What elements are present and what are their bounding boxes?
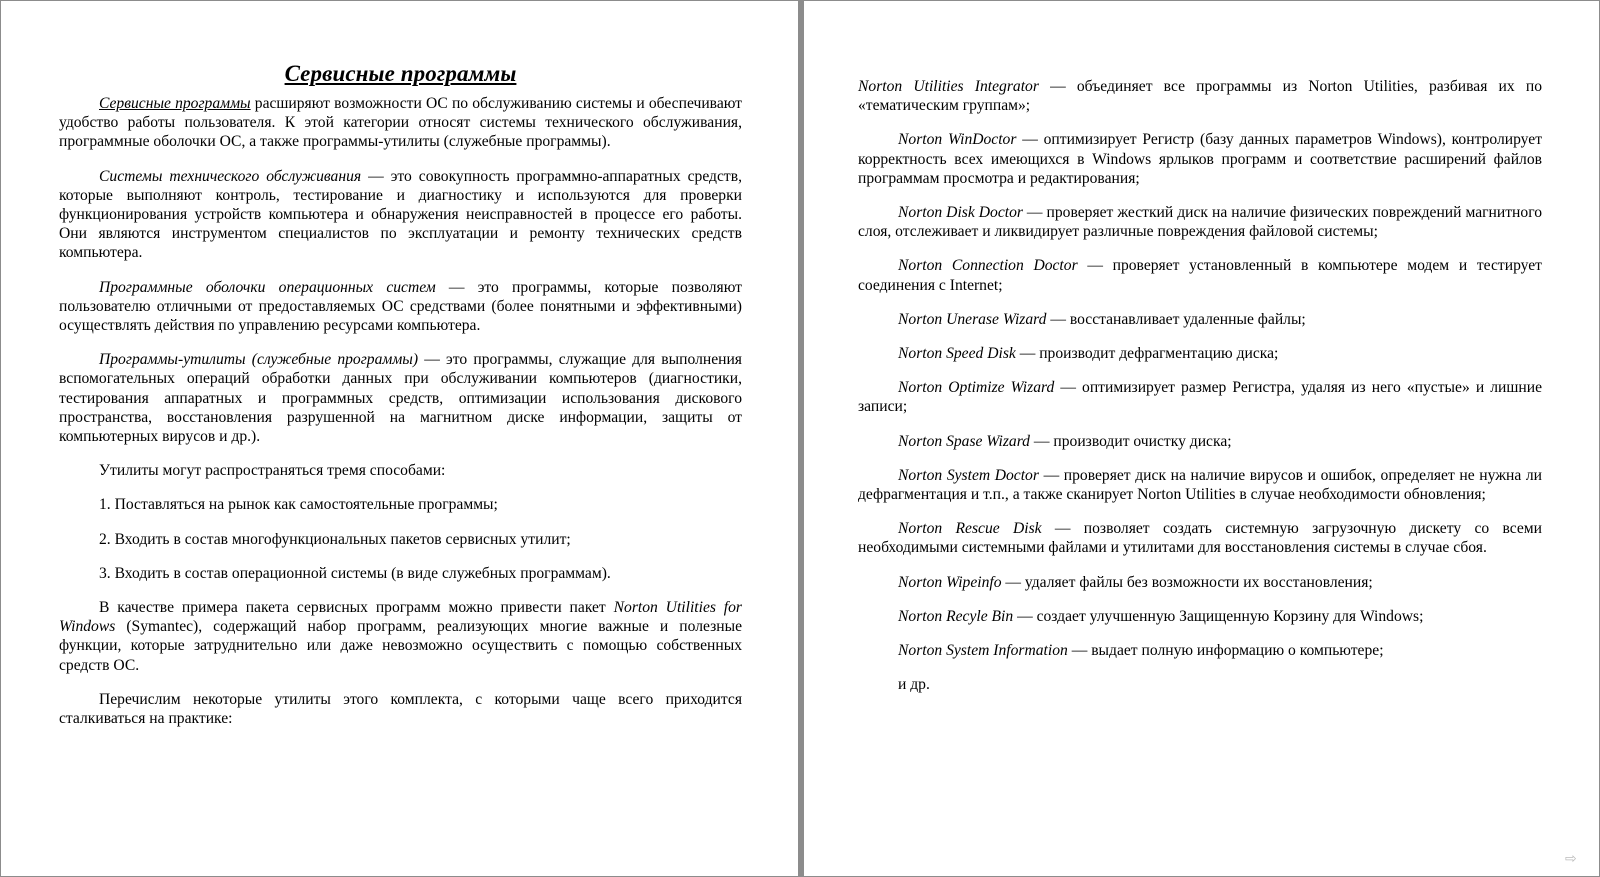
term: Программы-утилиты (служебные программы) [99, 351, 419, 369]
term: Norton Unerase Wizard [898, 310, 1047, 328]
closing-text: и др. [898, 676, 930, 694]
paragraph-list-intro: Перечислим некоторые утилиты этого комплекта, с которыми чаще всего приходится сталкиваться на практике: [59, 690, 742, 728]
term: Norton Rescue Disk [898, 520, 1042, 538]
list-item [858, 573, 1542, 592]
term: Norton Speed Disk [898, 345, 1016, 363]
paragraph-utilities [59, 350, 742, 446]
list-item [858, 519, 1542, 557]
paragraph-text: (Symantec), содержащий набор программ, реализующих многие важные и полезные функции, которые затруднительно или даже невозможно осуществить с помощью собственных средств ОС. [59, 618, 742, 674]
list-item [858, 641, 1542, 660]
term: Norton Optimize Wizard [898, 379, 1055, 397]
paragraph-distribution-intro: Утилиты могут распространяться тремя способами: [99, 462, 446, 480]
item-text: — проверяет диск на наличие вирусов и ошибок, определяет не нужна ли дефрагментация и т.п., а также сканирует Norton Utilities в случае необходимости обновления; [858, 466, 1543, 504]
item-text: — проверяет установленный в компьютере модем и тестирует соединения с Internet; [858, 257, 1542, 294]
item-text: — восстанавливает удаленные файлы; [1046, 310, 1306, 328]
term: Norton Utilities for Windows [59, 599, 742, 636]
item-text: — производит дефрагментацию диска; [1015, 345, 1279, 363]
term: Norton Utilities Integrator [858, 78, 1039, 95]
item-text: — удаляет файлы без возможности их восстановления; [1001, 573, 1373, 591]
list-item [858, 310, 1542, 329]
list-item [858, 378, 1542, 416]
list-item [858, 203, 1542, 241]
term: Системы технического обслуживания [99, 167, 362, 185]
term: Norton Wipeinfo [898, 573, 1002, 591]
paragraph-maintenance-systems [59, 167, 742, 263]
list-item [858, 607, 1542, 626]
list-item: 2. Входить в состав многофункциональных пакетов сервисных утилит; [99, 530, 571, 548]
item-text: — выдает полную информацию о компьютере; [1067, 642, 1384, 660]
list-item [858, 256, 1542, 294]
term: Norton WinDoctor [898, 131, 1017, 149]
paragraph-service-programs [59, 94, 742, 152]
item-text: — проверяет жесткий диск на наличие физических повреждений магнитного слоя, отслеживает и ликвидирует различные повреждения файловой системы; [858, 204, 1542, 241]
list-item: 3. Входить в состав операционной системы (в виде служебных программам). [99, 564, 611, 582]
term: Norton Spase Wizard [898, 432, 1030, 450]
item-text: — оптимизирует Регистр (базу данных параметров Windows), контролирует корректность всех имеющихся в Windows ярлыков программ и соответствие расширений файлов программам просмотра и редактирования; [858, 131, 1543, 187]
term: Программные оболочки операционных систем [99, 278, 436, 296]
list-item: 1. Поставляться на рынок как самостоятельные программы; [99, 496, 498, 514]
list-item [858, 130, 1542, 188]
term: Norton Disk Doctor [898, 204, 1023, 222]
list-item [858, 432, 1542, 451]
document-page-right [804, 1, 1599, 876]
term: Norton Connection Doctor [898, 257, 1078, 275]
term: Norton Recyle Bin [898, 607, 1014, 625]
document-page-left [1, 1, 798, 876]
list-item [858, 466, 1542, 504]
paragraph-os-shells [59, 278, 742, 336]
paragraph-text: — это совокупность программно-аппаратных средств, которые выполняют контроль, тестирование и диагностику и используются для проверки функционирования устройств компьютера и обнаружения неисправностей в процессе его работы. Они являются инструментом специалистов по эксплуатации и ремонту технических средств компьютера. [59, 167, 742, 262]
item-text: — оптимизирует размер Регистра, удаляя из него «пустые» и лишние записи; [858, 379, 1542, 416]
term: Сервисные программы [99, 95, 251, 112]
term: Norton System Doctor [898, 466, 1039, 484]
paragraph-text: — это программы, которые позволяют пользователю отличными от предоставляемых ОС средствами (более понятными и эффективными) осуществлять действия по управлению ресурсами компьютера. [59, 278, 742, 335]
paragraph-text: В качестве примера пакета сервисных программ можно привести пакет [99, 599, 614, 617]
paragraph-text: — это программы, служащие для выполнения вспомогательных операций обработки данных при обслуживании компьютеров (диагностики, тестирования аппаратных и программных средств, оптимизации использования дискового пространства, восстановления разрушенной на магнитном диске информации, защиты от компьютерных вирусов и др.). [59, 351, 742, 446]
arrow-right-icon[interactable]: ⇨ [1565, 851, 1577, 867]
term: Norton System Information [898, 642, 1068, 660]
paragraph-norton-example [59, 598, 742, 675]
list-item [858, 77, 1542, 115]
item-text: — создает улучшенную Защищенную Корзину для Windows; [1013, 607, 1424, 625]
list-item [858, 344, 1542, 363]
paragraph-text: расширяют возможности ОС по обслуживанию системы и обеспечивают удобство работы пользователя. К этой категории относят системы технического обслуживания, программные оболочки ОС, а также программы-утилиты (служебные программы). [59, 95, 743, 151]
page-title: Сервисные программы [284, 61, 517, 86]
item-text: — объединяет все программы из Norton Utilities, разбивая их по «тематическим группам»; [858, 78, 1542, 115]
item-text: — производит очистку диска; [1029, 432, 1232, 450]
item-text: — позволяет создать системную загрузочную дискету со всеми необходимыми системными файлами и утилитами для восстановления системы в случае сбоя. [858, 520, 1542, 557]
